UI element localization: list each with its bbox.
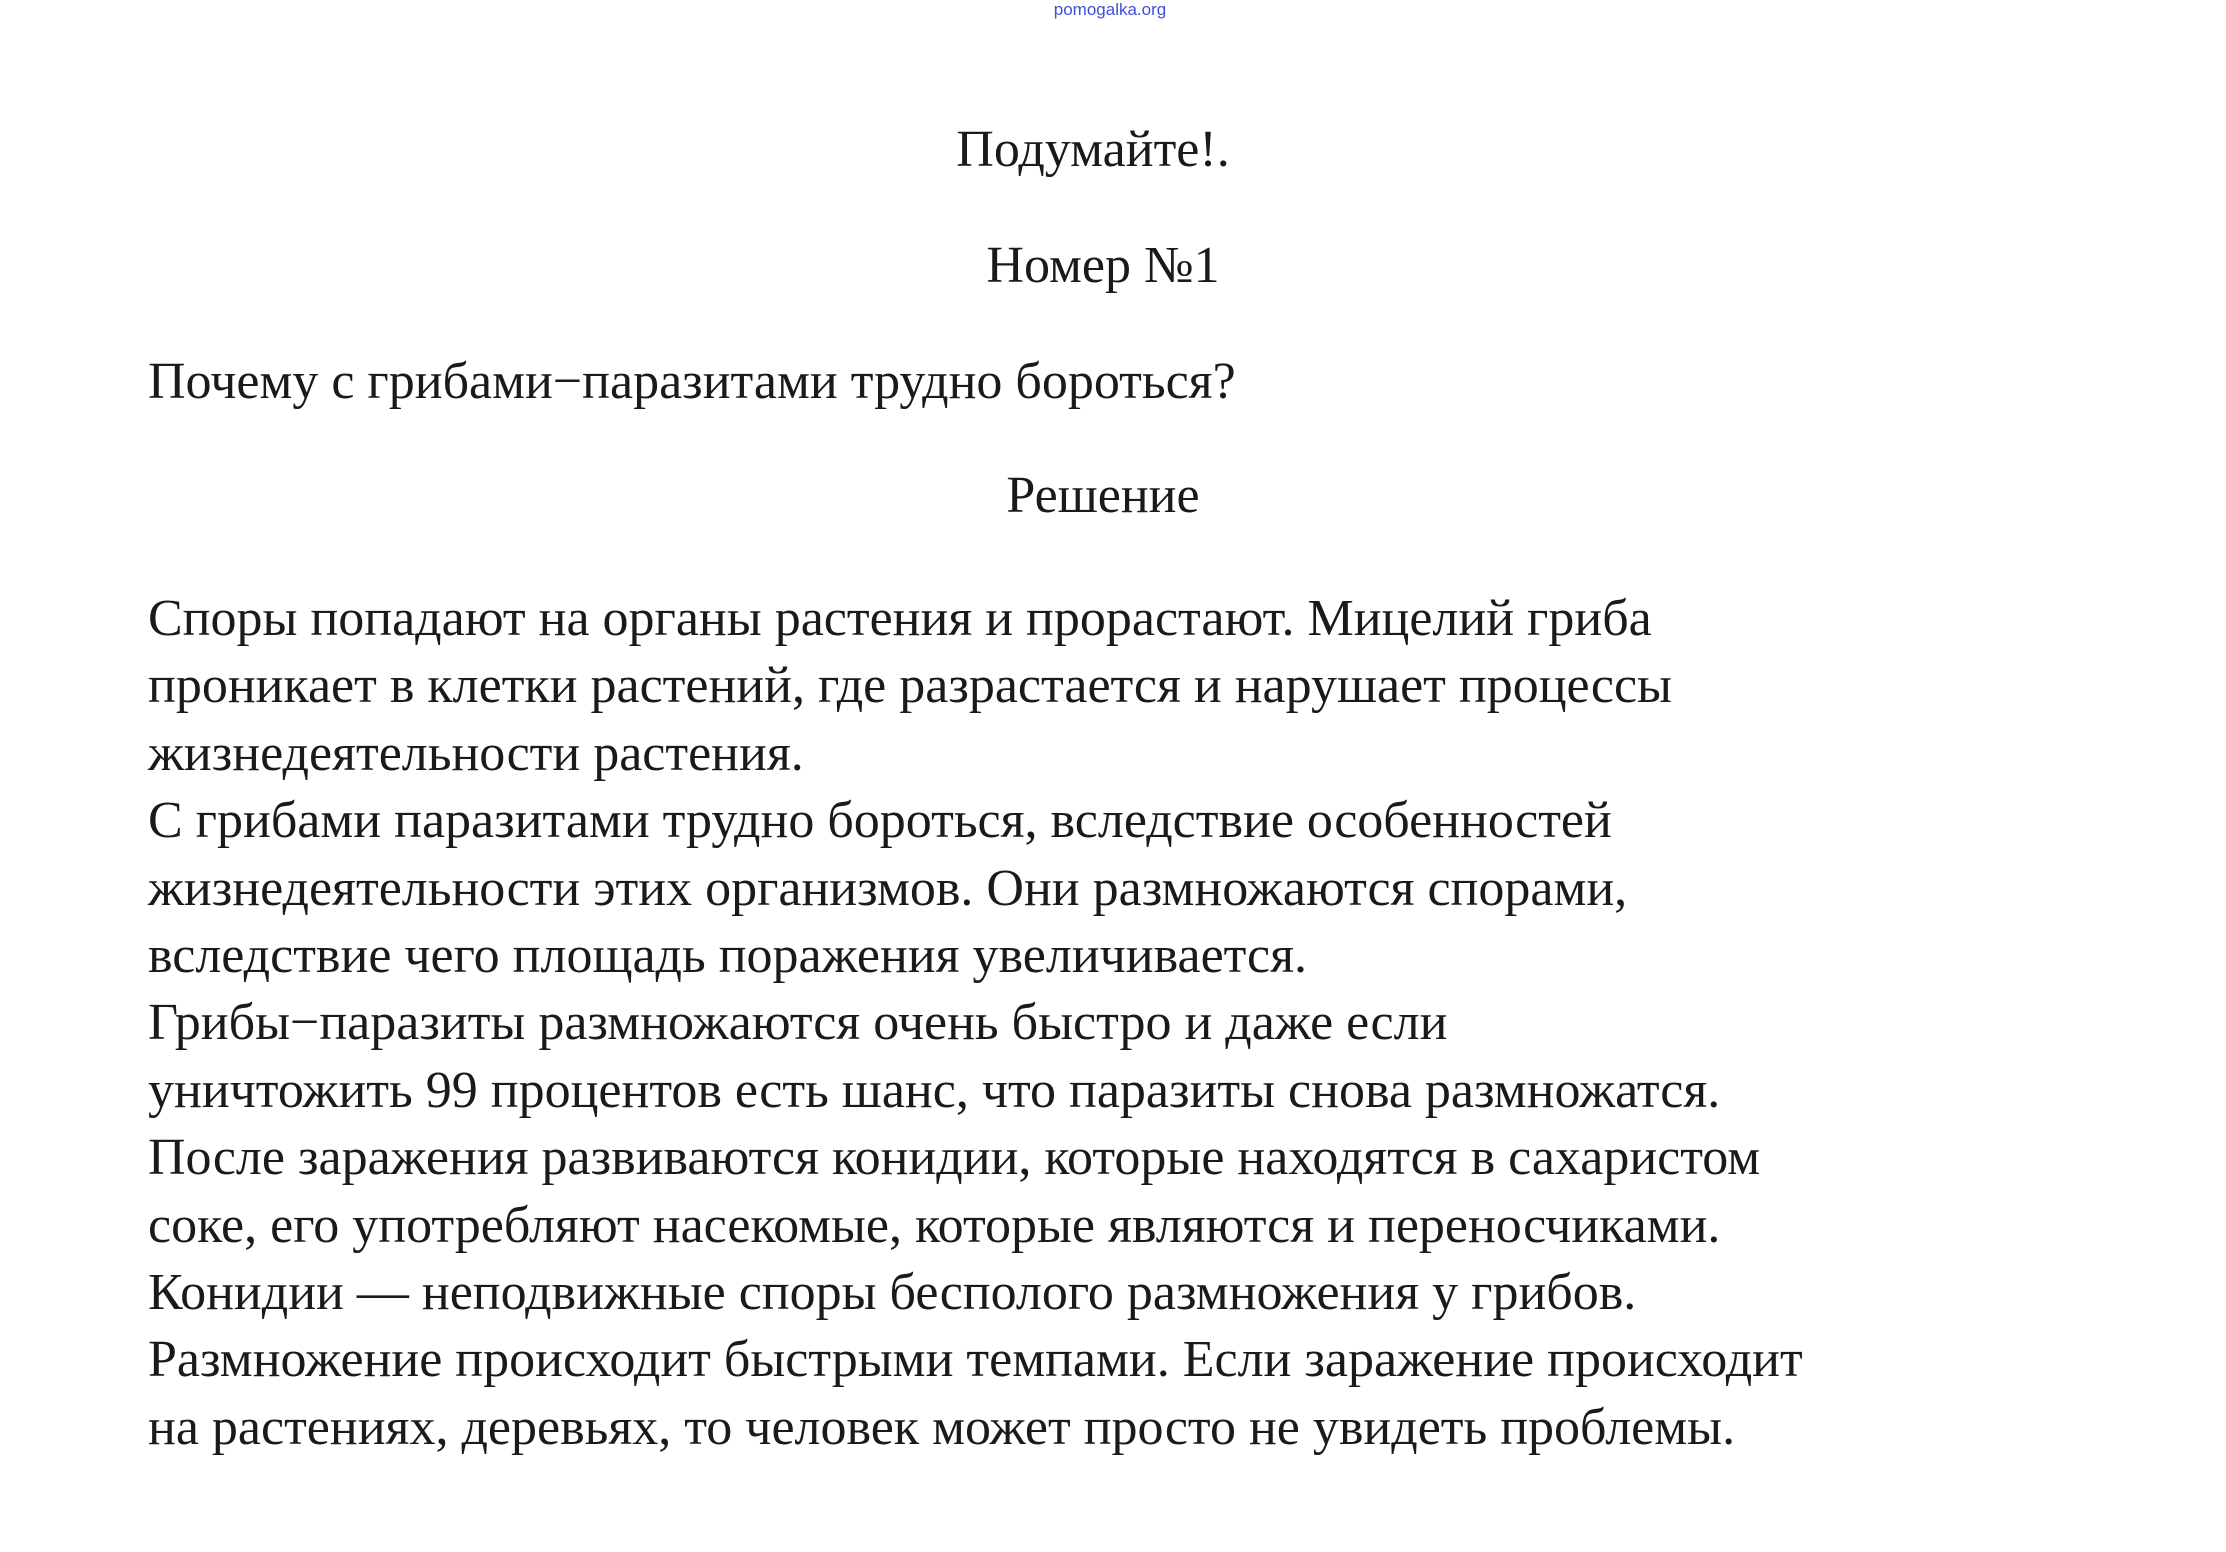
answer-line: Размножение происходит быстрыми темпами. Если заражение происходит xyxy=(148,1331,1803,1389)
solution-heading: Решение xyxy=(1006,467,1200,524)
site-mark[interactable]: pomogalka.org xyxy=(1053,0,1167,19)
answer-line: вследствие чего площадь поражения увеличивается. xyxy=(148,926,1308,984)
answer-line: С грибами паразитами трудно бороться, вследствие особенностей xyxy=(148,792,1612,850)
page-title: Подумайте!. xyxy=(956,121,1230,178)
answer-line: Конидии — неподвижные споры бесполого размножения у грибов. xyxy=(148,1263,1637,1321)
answer-line: уничтожить 99 процентов есть шанс, что паразиты снова размножатся. xyxy=(148,1061,1721,1119)
answer-line: жизнедеятельности этих организмов. Они размножаются спорами, xyxy=(148,859,1628,917)
question-text: Почему с грибами−паразитами трудно бороться? xyxy=(148,353,1236,410)
answer-line: на растениях, деревьях, то человек может просто не увидеть проблемы. xyxy=(148,1398,1736,1456)
answer-line: Споры попадают на органы растения и прорастают. Мицелий гриба xyxy=(148,590,1652,647)
answer-body xyxy=(148,585,2098,1461)
task-number: Номер №1 xyxy=(986,237,1220,294)
answer-line: проникает в клетки растений, где разрастается и нарушает процессы xyxy=(148,657,1672,715)
answer-line: После заражения развиваются конидии, которые находятся в сахаристом xyxy=(148,1129,1761,1187)
answer-line: жизнедеятельности растения. xyxy=(148,724,804,782)
answer-line: соке, его употребляют насекомые, которые являются и переносчиками. xyxy=(148,1196,1721,1254)
answer-line: Грибы−паразиты размножаются очень быстро и даже если xyxy=(148,994,1448,1052)
